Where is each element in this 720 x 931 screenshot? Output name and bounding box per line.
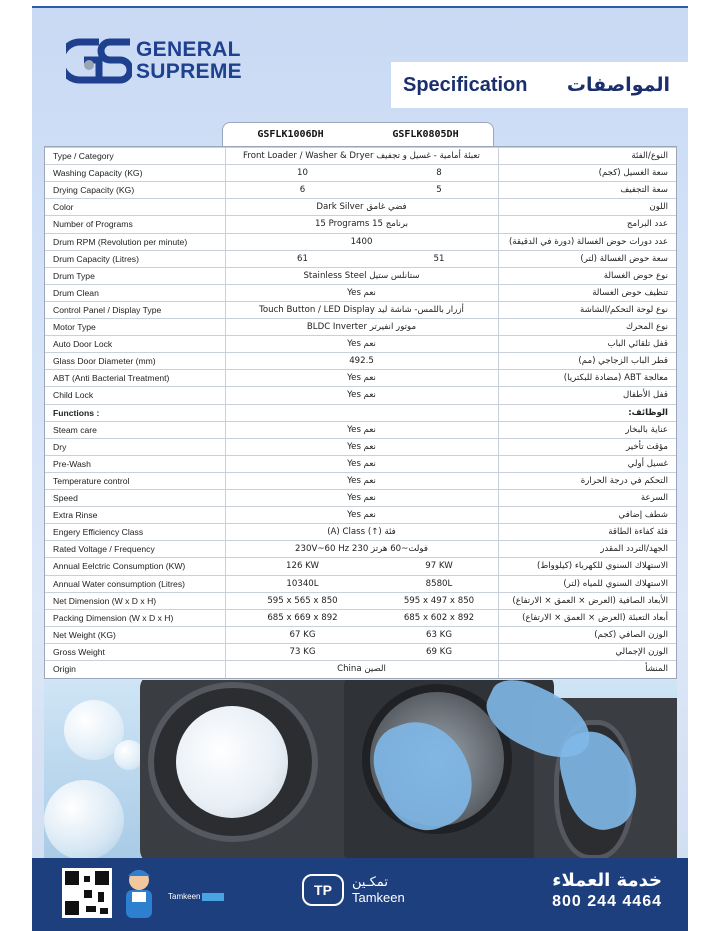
spec-label-ar: سعة الغسيل (كجم)	[598, 168, 668, 179]
spec-label-ar: تنظيف حوض الغسالة	[592, 287, 668, 298]
spec-title-en: Specification	[403, 73, 528, 96]
brand-line-2: SUPREME	[136, 60, 242, 83]
spec-value-model-2: 8580L	[425, 578, 453, 589]
spec-label-ar: عدد البرامج	[626, 219, 668, 230]
spec-row	[45, 626, 676, 644]
spec-row	[45, 575, 676, 593]
spec-label-en: Control Panel / Display Type	[53, 304, 162, 315]
tamkeen-mark-icon: TP	[302, 874, 344, 906]
spec-label-ar: قفل تلقائي الباب	[607, 339, 668, 350]
bubble	[44, 780, 124, 858]
spec-label-ar: نوع لوحة التحكم/الشاشة	[579, 304, 668, 315]
model-2-label: GSFLK0805DH	[392, 129, 459, 140]
spec-value: Yes نعم	[347, 424, 376, 435]
spec-value-model-1: 61	[297, 253, 308, 264]
spec-row	[45, 284, 676, 302]
spec-label-en: Speed	[53, 493, 78, 503]
spec-row	[45, 438, 676, 456]
spec-value: Yes نعم	[347, 475, 376, 486]
spec-value-model-2: 595 x 497 x 850	[403, 595, 475, 606]
spec-label-en: Dry	[53, 441, 67, 452]
spec-label-ar: قفل الأطفال	[622, 390, 668, 401]
spec-label-ar: سعة حوض الغسالة (لتر)	[580, 253, 668, 264]
spec-value: China الصين	[337, 664, 386, 674]
spec-label-en: Steam care	[53, 424, 97, 435]
gs-logo-icon	[66, 38, 132, 84]
spec-label-ar: عناية بالبخار	[625, 424, 668, 435]
spec-label-en: Drum RPM (Revolution per minute)	[53, 236, 188, 247]
spec-row	[45, 250, 676, 268]
spec-label-ar: أبعاد التعبئة (العرض × العمق × الارتفاع)	[522, 612, 668, 623]
spec-label-en: Extra Rinse	[53, 510, 98, 521]
spec-value-model-1: 67 KG	[289, 629, 316, 640]
spec-label-ar: المنشأ	[645, 664, 668, 674]
spec-label-en: Washing Capacity (KG)	[53, 168, 143, 179]
spec-value-model-2: 8	[436, 168, 442, 179]
spec-row	[45, 215, 676, 233]
spec-value-model-2: 69 KG	[426, 646, 452, 657]
spec-label-en: Net Weight (KG)	[53, 629, 116, 640]
spec-label-en: Net Dimension (W x D x H)	[53, 595, 157, 606]
spec-value-model-1: 685 x 669 x 892	[267, 612, 338, 623]
spec-value-model-1: 10	[297, 168, 308, 179]
spec-row	[45, 352, 676, 370]
spec-value: Yes نعم	[347, 510, 376, 521]
spec-label-ar: قطر الباب الزجاجي (مم)	[578, 356, 668, 367]
spec-value: Yes نعم	[347, 339, 376, 350]
spec-row	[45, 404, 676, 422]
spec-label-en: Annual Eelctric Consumption (KW)	[53, 561, 186, 572]
spec-row	[45, 592, 676, 610]
spec-label-en: Temperature control	[53, 475, 130, 486]
right-margin	[688, 0, 720, 931]
spec-label-ar: الأبعاد الصافية (العرض × العمق × الارتفاع)	[512, 595, 668, 606]
spec-row	[45, 472, 676, 490]
tamkeen-small-text: Tamkeen	[168, 892, 201, 901]
spec-label-en: Rated Voltage / Frequency	[53, 544, 155, 555]
spec-value: Yes نعم	[347, 493, 376, 503]
spec-row	[45, 267, 676, 285]
spec-row	[45, 198, 676, 216]
spec-label-en: Motor Type	[53, 322, 96, 332]
spec-row	[45, 609, 676, 627]
spec-row	[45, 557, 676, 575]
product-photo	[44, 680, 677, 858]
spec-label-ar: فئة كفاءة الطاقة	[608, 527, 668, 538]
spec-row	[45, 181, 676, 199]
spec-table	[44, 146, 677, 679]
spec-value: Yes نعم	[347, 373, 376, 384]
left-margin	[0, 0, 32, 931]
spec-value: 1400	[350, 236, 373, 247]
spec-label-ar: الجهد/التردد المقدر	[600, 544, 668, 555]
spec-label-en: Drum Type	[53, 270, 95, 281]
spec-label-ar: الوزن الإجمالي	[615, 646, 668, 657]
spec-label-ar: معالجة ABT (مضادة للبكتريا)	[563, 373, 668, 384]
customer-service	[552, 870, 662, 911]
spec-label-en: Functions :	[53, 407, 100, 418]
spec-label-ar: التحكم في درجة الحرارة	[580, 475, 668, 486]
spec-label-ar: السرعة	[640, 493, 668, 503]
spec-value-model-2: 5	[436, 185, 442, 196]
spec-value-model-2: 97 KW	[425, 561, 453, 572]
model-1-label: GSFLK1006DH	[257, 129, 324, 140]
spec-label-en: Pre-Wash	[53, 458, 91, 469]
spec-label-ar: غسيل أولي	[627, 458, 668, 469]
spec-title-ar: المواصفات	[566, 74, 670, 96]
spec-row	[45, 455, 676, 473]
spec-label-en: ABT (Anti Bacterial Treatment)	[53, 373, 170, 384]
spec-label-en: Gross Weight	[53, 646, 105, 657]
spec-label-ar: شطف إضافي	[618, 510, 668, 521]
spec-value-model-1: 595 x 565 x 850	[267, 595, 338, 606]
tamkeen-small-logo	[168, 892, 224, 901]
spec-label-ar: النوع/الفئة	[631, 151, 668, 161]
tamkeen-name-ar: تمكـين	[352, 875, 388, 890]
spec-value-model-2: 63 KG	[426, 629, 452, 640]
spec-label-ar: الوزن الصافي (كجم)	[594, 629, 668, 640]
spec-label-ar: سعة التجفيف	[620, 185, 668, 196]
spec-value-model-2: 51	[433, 253, 445, 264]
spec-label-en: Type / Category	[53, 151, 114, 161]
spec-label-en: Packing Dimension (W x D x H)	[53, 612, 174, 623]
spec-row	[45, 233, 676, 251]
spec-row	[45, 335, 676, 353]
spec-label-ar: الوظائف:	[628, 407, 668, 418]
qr-code-icon[interactable]	[62, 868, 112, 918]
spec-value: Yes نعم	[347, 441, 376, 452]
spec-value-model-1: 10340L	[286, 578, 319, 589]
spec-value: 492.5	[349, 356, 374, 367]
spec-label-ar: نوع حوض الغسالة	[603, 270, 668, 281]
spec-label-ar: نوع المحرك	[625, 322, 668, 332]
spec-value: 230V~60 Hz 230 فولت~60 هرتز	[295, 544, 428, 555]
spec-row	[45, 540, 676, 558]
spec-label-en: Number of Programs	[53, 219, 133, 230]
spec-value: Yes نعم	[347, 287, 376, 298]
spec-label-en: Color	[53, 202, 74, 213]
spec-value: Stainless Steel ستانلس ستيل	[303, 270, 420, 281]
technician-mascot-icon	[118, 866, 160, 920]
spec-row	[45, 421, 676, 439]
spec-value: Yes نعم	[347, 390, 376, 401]
spec-label-en: Drying Capacity (KG)	[53, 185, 135, 196]
spec-row	[45, 318, 676, 336]
spec-value-model-1: 73 KG	[289, 646, 316, 657]
model-header	[222, 122, 494, 146]
tamkeen-name-en: Tamkeen	[352, 890, 405, 905]
spec-row	[45, 489, 676, 507]
customer-service-label: خدمة العملاء	[552, 870, 662, 891]
washer-door-image	[148, 682, 318, 842]
spec-value-model-1: 6	[299, 185, 306, 196]
tamkeen-logo	[302, 874, 405, 906]
spec-row	[45, 506, 676, 524]
spec-value: Front Loader / Washer & Dryer تعبئة أمامية - غسيل و تجفيف	[243, 151, 480, 161]
spec-label-en: Annual Water consumption (Litres)	[53, 578, 185, 589]
spec-row	[45, 164, 676, 182]
spec-label-en: Child Lock	[53, 390, 94, 401]
spec-row	[45, 386, 676, 404]
spec-title-box	[391, 62, 688, 108]
spec-value: (A) Class (↑) فئة	[327, 527, 396, 538]
spec-label-ar: الاستهلاك السنوي للمياه (لتر)	[563, 578, 668, 589]
spec-label-en: Auto Door Lock	[53, 339, 113, 350]
spec-label-en: Drum Clean	[53, 287, 99, 298]
spec-value: 15 Programs 15 برنامج	[314, 219, 409, 230]
spec-value-model-2: 685 x 602 x 892	[403, 612, 475, 623]
spec-label-ar: مؤقت تأخير	[626, 441, 668, 452]
spec-row	[45, 523, 676, 541]
brand-logo	[66, 38, 242, 84]
spec-row	[45, 660, 676, 678]
spec-label-en: Glass Door Diameter (mm)	[53, 356, 156, 367]
spec-label-en: Origin	[53, 664, 76, 674]
spec-row	[45, 643, 676, 661]
spec-value: BLDC Inverter موتور انفيرتر	[306, 322, 417, 332]
spec-label-ar: عدد دورات حوض الغسالة (دورة في الدقيقة)	[508, 236, 668, 247]
brand-line-1: GENERAL	[136, 38, 241, 61]
spec-label-ar: الاستهلاك السنوي للكهرباء (كيلوواط)	[536, 561, 668, 572]
spec-value: Dark Silver فضي غامق	[316, 202, 407, 213]
spec-label-en: Engery Efficiency Class	[53, 527, 144, 538]
spec-value-model-1: 126 KW	[286, 561, 319, 572]
customer-service-number[interactable]: 800 244 4464	[552, 893, 662, 910]
spec-value: Yes نعم	[347, 458, 376, 469]
spec-value: Touch Button / LED Display أزرار باللمس- شاشة ليد	[259, 304, 464, 315]
spec-row	[45, 147, 676, 165]
spec-label-ar: اللون	[649, 202, 668, 213]
top-accent-line	[32, 6, 688, 8]
spec-row	[45, 369, 676, 387]
spec-row	[45, 301, 676, 319]
footer-bar	[32, 858, 688, 931]
spec-label-en: Drum Capacity (Litres)	[53, 253, 139, 264]
